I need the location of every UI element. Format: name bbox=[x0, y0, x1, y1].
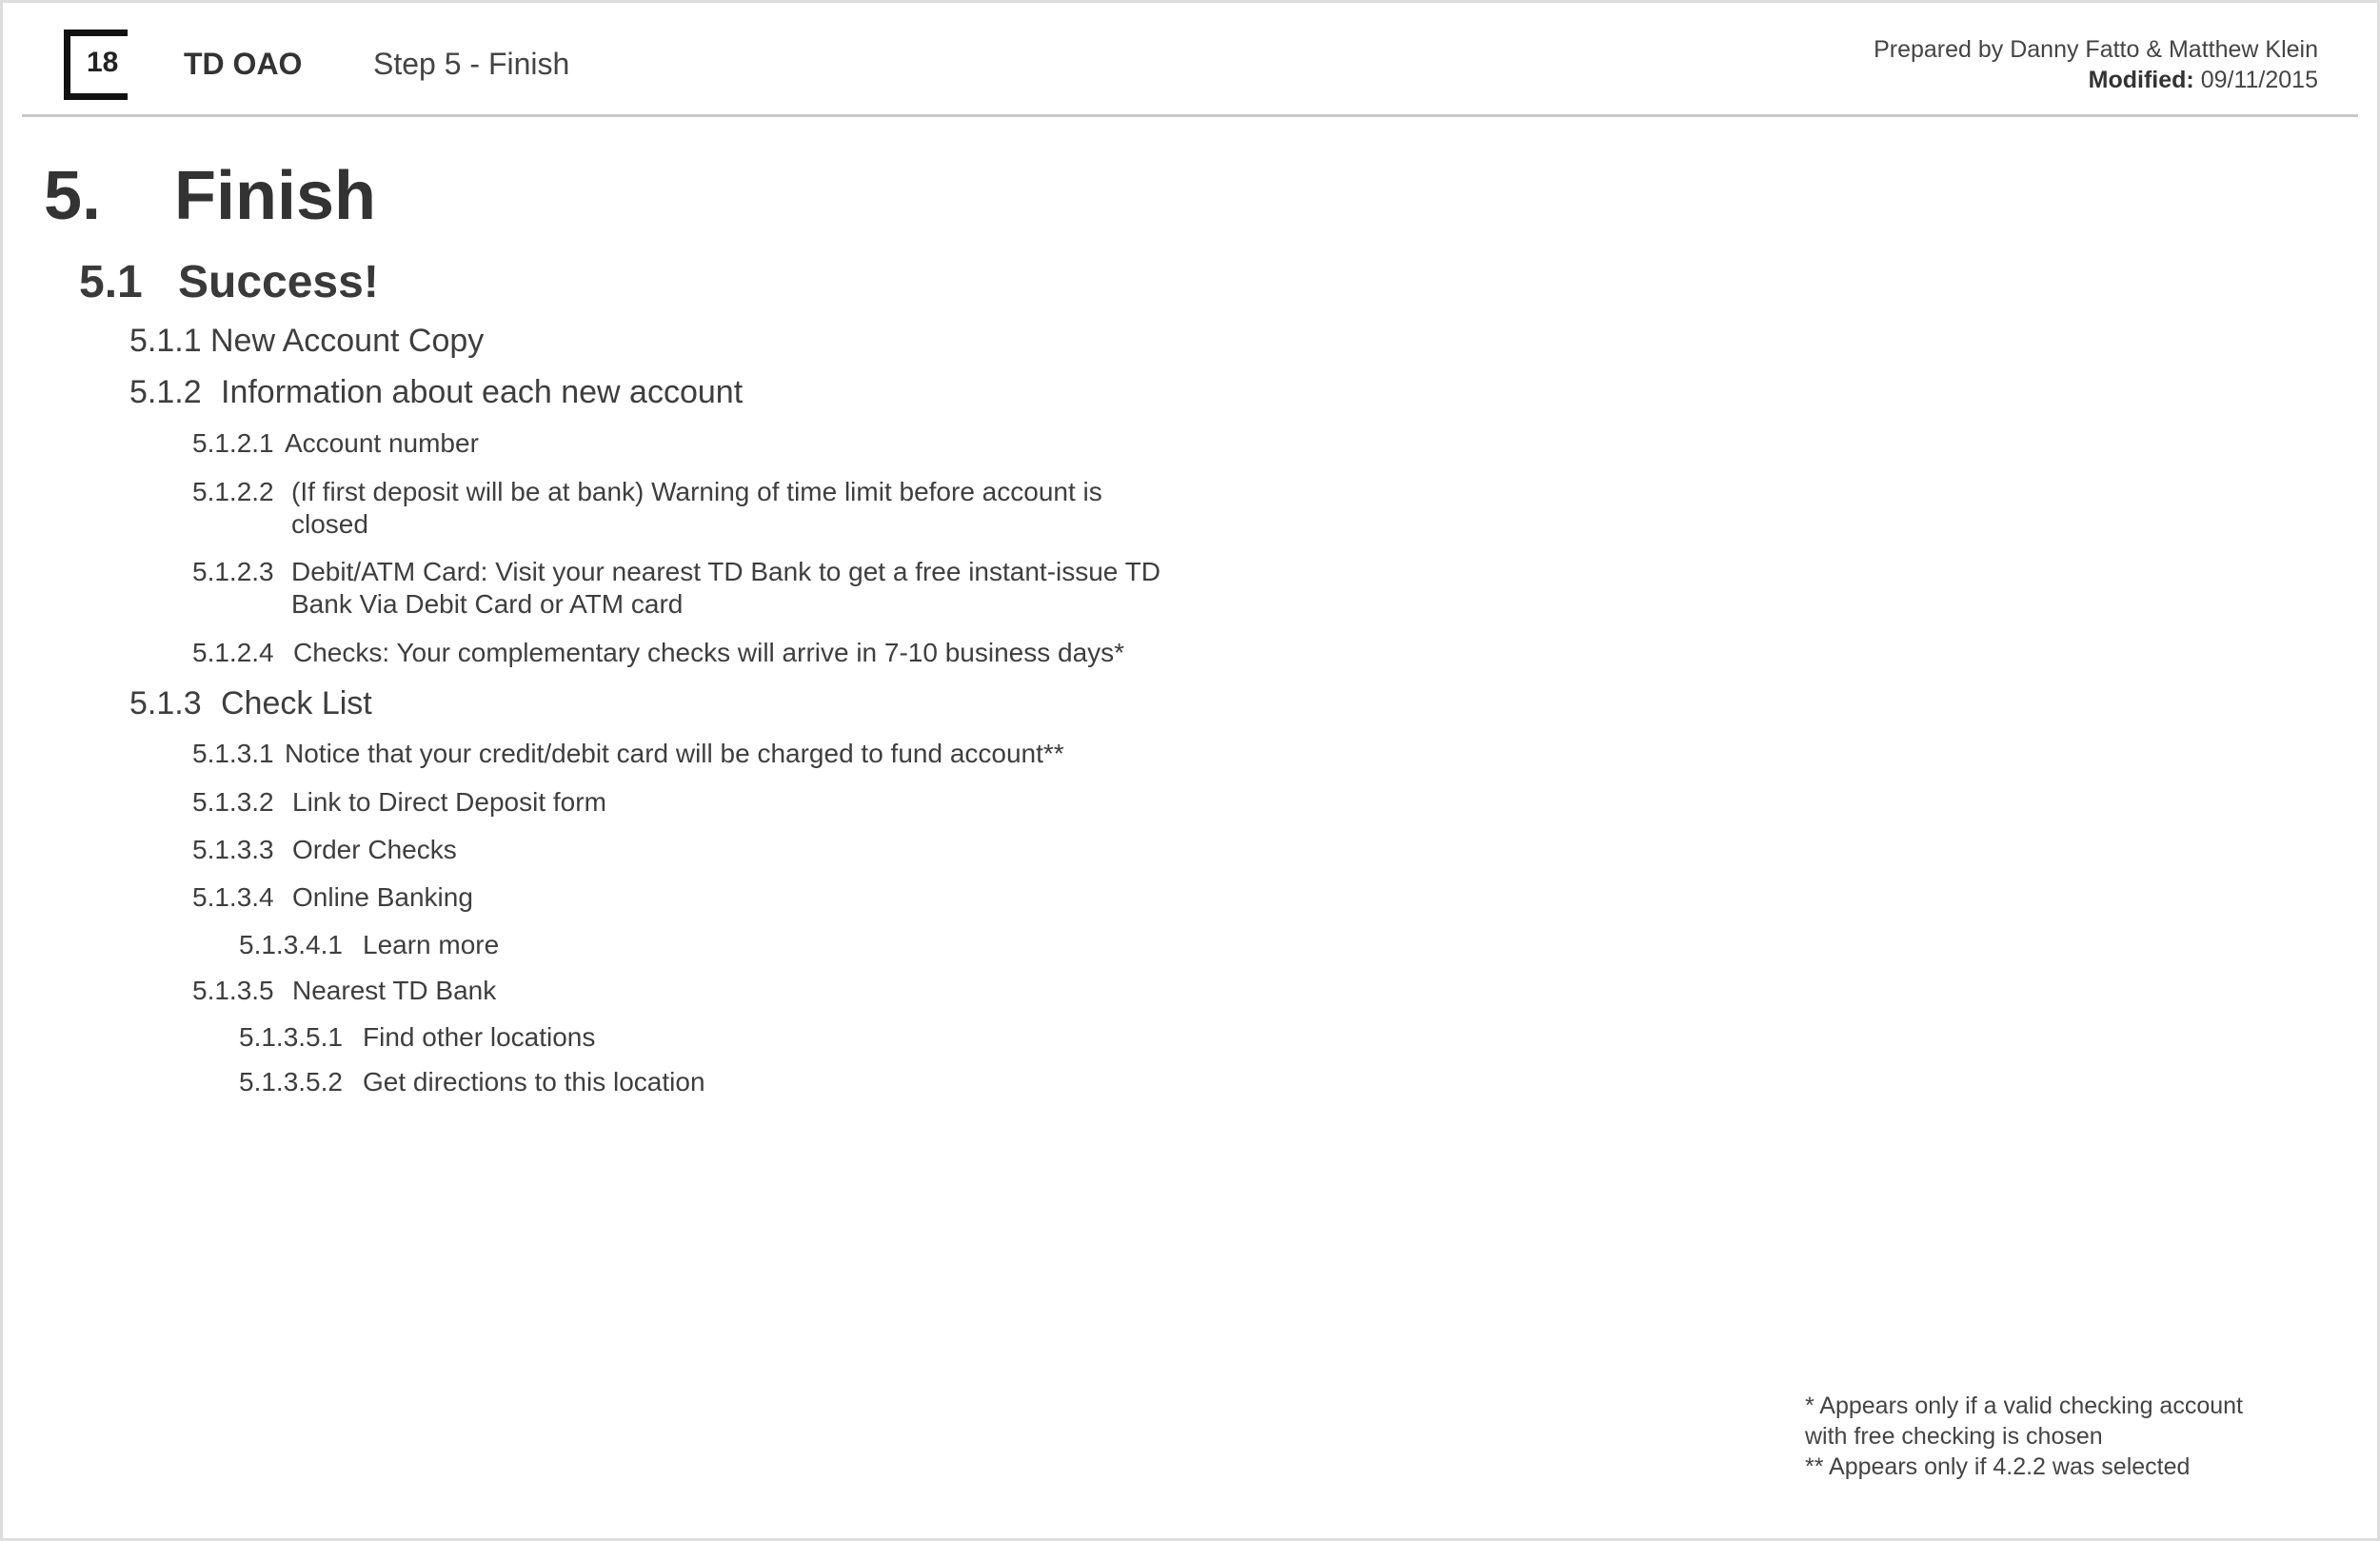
outline-number: 5.1.2.4 bbox=[192, 638, 274, 667]
outline-item-5-1-3-4-1 bbox=[239, 930, 499, 960]
outline-number: 5.1.2.2 bbox=[192, 477, 274, 506]
outline-title: Learn more bbox=[363, 930, 500, 959]
outline-item-5-1-3-3 bbox=[192, 834, 457, 866]
outline-number: 5.1.3.5 bbox=[192, 976, 274, 1005]
outline-item-5-1-2-4 bbox=[192, 637, 1124, 669]
modified-line bbox=[1874, 65, 2318, 95]
footnote-line: * Appears only if a valid checking account bbox=[1805, 1393, 2243, 1419]
outline-item-5-1-3-4 bbox=[192, 881, 473, 914]
header-divider bbox=[22, 114, 2358, 117]
outline-number: 5.1.2.3 bbox=[192, 557, 274, 586]
outline-number: 5.1.3 bbox=[129, 685, 202, 721]
step-title: Step 5 - Finish bbox=[373, 47, 570, 81]
outline-title: Order Checks bbox=[292, 835, 457, 864]
outline-item-5-1-2 bbox=[129, 374, 743, 411]
section-number: 5. bbox=[44, 158, 102, 234]
modified-date: 09/11/2015 bbox=[2200, 67, 2318, 93]
outline-item-5-1-3 bbox=[129, 685, 372, 722]
outline-number: 5.1.3.5.2 bbox=[239, 1067, 343, 1096]
outline-title: (If first deposit will be at bank) Warning of time limit before account is closed bbox=[291, 477, 1102, 539]
outline-title: Check List bbox=[221, 685, 372, 721]
footnote-line: with free checking is chosen bbox=[1805, 1423, 2103, 1450]
outline-number: 5.1.3.1 bbox=[192, 739, 274, 768]
outline-item-5-1-3-5-1 bbox=[239, 1022, 595, 1053]
outline-item-5-1-1 bbox=[129, 323, 484, 360]
outline-number: 5.1.3.2 bbox=[192, 787, 274, 817]
outline-number: 5.1.2 bbox=[129, 374, 202, 410]
outline-number: 5.1.2.1 bbox=[192, 428, 274, 458]
outline-title: Debit/ATM Card: Visit your nearest TD Bank to get a free instant-issue TD Bank Via Debit Card or ATM card bbox=[291, 557, 1160, 619]
outline-title: Find other locations bbox=[363, 1022, 596, 1052]
outline-number: 5.1.3.4.1 bbox=[239, 930, 343, 959]
outline-item-5-1-2-3 bbox=[192, 556, 1182, 621]
outline-number: 5.1.3.5.1 bbox=[239, 1022, 343, 1052]
outline-item-5-1-3-5-2 bbox=[239, 1067, 705, 1097]
outline-title: Information about each new account bbox=[221, 374, 744, 410]
section-heading bbox=[44, 157, 376, 235]
prepared-by: Prepared by Danny Fatto & Matthew Klein bbox=[1874, 36, 2318, 63]
prepared-by-block bbox=[1874, 34, 2318, 95]
subsection-heading bbox=[79, 256, 379, 308]
outline-title: Online Banking bbox=[292, 882, 473, 912]
app-name: TD OAO bbox=[184, 47, 303, 81]
outline-item-5-1-2-2 bbox=[192, 476, 1144, 541]
outline-title: Notice that your credit/debit card will be charged to fund account** bbox=[285, 739, 1064, 768]
footnote-line: ** Appears only if 4.2.2 was selected bbox=[1805, 1453, 2191, 1480]
outline-number: 5.1.3.3 bbox=[192, 835, 274, 864]
outline-title: Nearest TD Bank bbox=[292, 976, 497, 1005]
outline-number: 5.1.3.4 bbox=[192, 882, 274, 912]
outline-title: Link to Direct Deposit form bbox=[292, 787, 606, 817]
outline-item-5-1-2-1 bbox=[192, 427, 479, 460]
outline-number: 5.1.1 bbox=[129, 323, 202, 359]
outline-item-5-1-3-2 bbox=[192, 786, 606, 819]
outline-title: Get directions to this location bbox=[363, 1067, 705, 1096]
outline-title: Checks: Your complementary checks will arrive in 7-10 business days* bbox=[293, 638, 1125, 667]
modified-label: Modified: bbox=[2088, 67, 2194, 93]
page-number: 18 bbox=[87, 47, 119, 78]
outline-item-5-1-3-5 bbox=[192, 975, 496, 1007]
footnotes bbox=[1805, 1391, 2243, 1482]
outline-item-5-1-3-1 bbox=[192, 738, 1064, 770]
subsection-number: 5.1 bbox=[79, 257, 143, 307]
outline-title: Account number bbox=[285, 428, 479, 458]
outline-title: New Account Copy bbox=[210, 323, 485, 359]
subsection-title: Success! bbox=[178, 257, 379, 307]
section-title: Finish bbox=[174, 158, 376, 234]
